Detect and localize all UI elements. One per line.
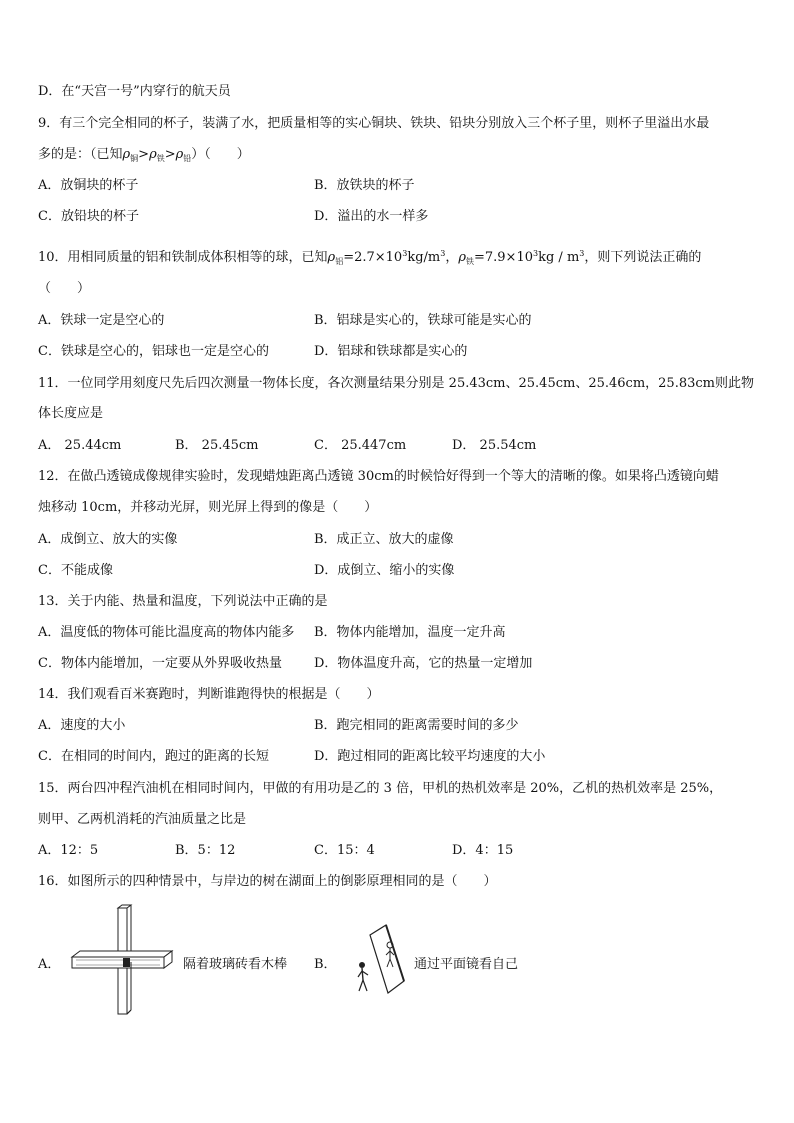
q16-figure-b-caption: 通过平面镜看自己: [414, 957, 519, 972]
glass-brick-rod-figure: [68, 905, 178, 1017]
q10-stem-line2: （ ）: [38, 281, 91, 296]
q16-figure-b-label[interactable]: B．: [314, 957, 337, 972]
q11-option-a[interactable]: A． 25.44cm: [38, 438, 122, 453]
q15-option-d[interactable]: D．4：15: [452, 843, 514, 858]
q11-stem-line2: 体长度应是: [38, 406, 104, 421]
q12-stem-line2: 烛移动 10cm，并移动光屏，则光屏上得到的像是（ ）: [38, 500, 378, 515]
q13-option-a[interactable]: A．温度低的物体可能比温度高的物体内能多: [38, 625, 295, 640]
q14-stem: 14．我们观看百米赛跑时，判断谁跑得快的根据是（ ）: [38, 687, 380, 702]
q9-option-b[interactable]: B．放铁块的杯子: [314, 178, 415, 193]
q15-stem-line1: 15．两台四冲程汽油机在相同时间内，甲做的有用功是乙的 3 倍，甲机的热机效率是 20%，乙机的热机效率是 25%，: [38, 781, 723, 796]
q14-option-b[interactable]: B．跑完相同的距离需要时间的多少: [314, 718, 519, 733]
q14-option-d[interactable]: D．跑过相同的距离比较平均速度的大小: [314, 749, 546, 764]
q12-stem-line1: 12．在做凸透镜成像规律实验时，发现蜡烛距离凸透镜 30cm的时候恰好得到一个等大的清晰的像。如果将凸透镜向蜡: [38, 469, 719, 484]
q9-stem-line1: 9．有三个完全相同的杯子，装满了水，把质量相等的实心铜块、铁块、铅块分别放入三个杯子里，则杯子里溢出水最: [38, 116, 710, 131]
q10-option-d[interactable]: D．铝球和铁球都是实心的: [314, 344, 468, 359]
q15-option-c[interactable]: C．15：4: [314, 843, 375, 858]
q16-figure-a-caption: 隔着玻璃砖看木棒: [183, 957, 288, 972]
q16-stem: 16．如图所示的四种情景中，与岸边的树在湖面上的倒影原理相同的是（ ）: [38, 874, 497, 889]
q16-figure-a-label[interactable]: A．: [38, 957, 61, 972]
q15-stem-line2: 则甲、乙两机消耗的汽油质量之比是: [38, 812, 247, 827]
q12-option-c[interactable]: C．不能成像: [38, 563, 113, 578]
q13-option-b[interactable]: B．物体内能增加，温度一定升高: [314, 625, 506, 640]
q10-option-c[interactable]: C．铁球是空心的，铝球也一定是空心的: [38, 344, 269, 359]
q12-option-b[interactable]: B．成正立、放大的虚像: [314, 532, 454, 547]
q12-option-d[interactable]: D．成倒立、缩小的实像: [314, 563, 455, 578]
q13-stem: 13．关于内能、热量和温度，下列说法中正确的是: [38, 594, 328, 609]
q9-option-d[interactable]: D．溢出的水一样多: [314, 209, 429, 224]
q13-option-d[interactable]: D．物体温度升高，它的热量一定增加: [314, 656, 533, 671]
q12-option-a[interactable]: A．成倒立、放大的实像: [38, 532, 178, 547]
q9-option-c[interactable]: C．放铅块的杯子: [38, 209, 139, 224]
plane-mirror-figure: [352, 925, 412, 997]
q14-option-a[interactable]: A．速度的大小: [38, 718, 126, 733]
q8-option-d: D．在“天宫一号”内穿行的航天员: [38, 84, 231, 99]
q15-option-a[interactable]: A．12：5: [38, 843, 99, 858]
q11-option-b[interactable]: B． 25.45cm: [175, 438, 259, 453]
q10-option-a[interactable]: A．铁球一定是空心的: [38, 313, 165, 328]
q13-option-c[interactable]: C．物体内能增加，一定要从外界吸收热量: [38, 656, 282, 671]
q9-stem-line2: 多的是：（已知$\rho_铜>\rho_铁>\rho_铅$）（ ）: [38, 147, 250, 163]
q11-option-d[interactable]: D． 25.54cm: [452, 438, 537, 453]
q15-option-b[interactable]: B．5：12: [175, 843, 236, 858]
q10-option-b[interactable]: B．铝球是实心的，铁球可能是实心的: [314, 313, 532, 328]
q14-option-c[interactable]: C．在相同的时间内，跑过的距离的长短: [38, 749, 269, 764]
q11-stem-line1: 11．一位同学用刻度尺先后四次测量一物体长度，各次测量结果分别是 25.43cm、25.45cm、25.46cm，25.83cm则此物: [38, 376, 754, 391]
q11-option-c[interactable]: C． 25.447cm: [314, 438, 407, 453]
q9-option-a[interactable]: A．放铜块的杯子: [38, 178, 139, 193]
q10-stem-line1: 10．用相同质量的铝和铁制成体积相等的球，已知$\rho_铝=2.7\times 10^3kg/m^3$，$\rho_铁=7.9\times 10^3kg / m^3$，则下列说法正确的: [38, 249, 702, 266]
